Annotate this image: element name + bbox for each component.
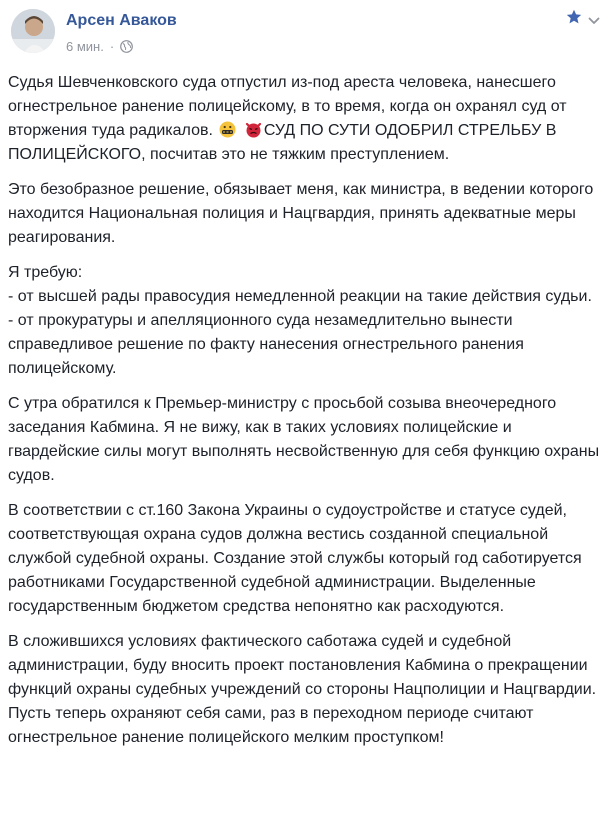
- post-header: [0, 0, 612, 64]
- post-text: Судья Шевченковского суда отпустил из-под ареста человека, нанесшего огнестрельное ранение полицейскому, в то время, когда он охранял суд от вторжения туда радикалов.: [8, 74, 567, 139]
- separator-dot: ·: [109, 39, 115, 54]
- post-paragraph-2: Это безобразное решение, обязывает меня, как министра, в ведении которого находится Национальная полиция и Нацгвардия, принять адекватные меры реагирования.: [8, 181, 594, 246]
- face-with-symbols-emoji: [219, 121, 236, 138]
- angry-devil-emoji: [245, 121, 262, 138]
- post-paragraph-3: Я требую: - от высшей рады правосудия немедленной реакции на такие действия судьи. - от прокуратуры и апелляционного суда незамедлительно вынести справедливое решение по факту нанесения огнестрельного ранения полицейскому.: [8, 264, 592, 377]
- author-name[interactable]: Арсен Аваков: [66, 12, 177, 29]
- post-paragraph-4: С утра обратился к Премьер-министру с просьбой созыва внеочередного заседания Кабмина. Я не вижу, как в таких условиях полицейские и гвардейские силы могут выполнять несвойственную для себя функцию охраны судов.: [8, 395, 600, 484]
- post-paragraph-1: [8, 71, 606, 167]
- post-paragraph-5: В соответствии с ст.160 Закона Украины о судоустройстве и статусе судей, соответствующая охрана судов должна вестись созданной специальной службой судебной охраны. Создание этой службы который год саботируется работниками Государственной судебной администрации. Выделенные государственным бюджетом средства непонятно как расходуются.: [8, 502, 582, 615]
- post-paragraph-6: В сложившихся условиях фактического саботажа судей и судебной администрации, буду вносить проект постановления Кабмина о прекращении функций охраны судебных учреждений со стороны Нацполиции и Нацгвардии. Пусть теперь охраняют себя сами, раз в переходном периоде считают огнестрельное ранение полицейского мелким проступком!: [8, 633, 597, 746]
- post-body: [8, 71, 606, 761]
- star-icon[interactable]: [566, 9, 582, 25]
- chevron-down-icon[interactable]: [588, 13, 600, 23]
- post-meta: [66, 39, 133, 54]
- post-text-emphasis: СУД ПО СУТИ ОДОБРИЛ СТРЕЛЬБУ В ПОЛИЦЕЙСКОГО, посчитав это не тяжким преступлением.: [8, 122, 557, 163]
- avatar[interactable]: [11, 9, 55, 53]
- globe-icon: [120, 40, 133, 53]
- post-timestamp[interactable]: 6 мин.: [66, 39, 104, 54]
